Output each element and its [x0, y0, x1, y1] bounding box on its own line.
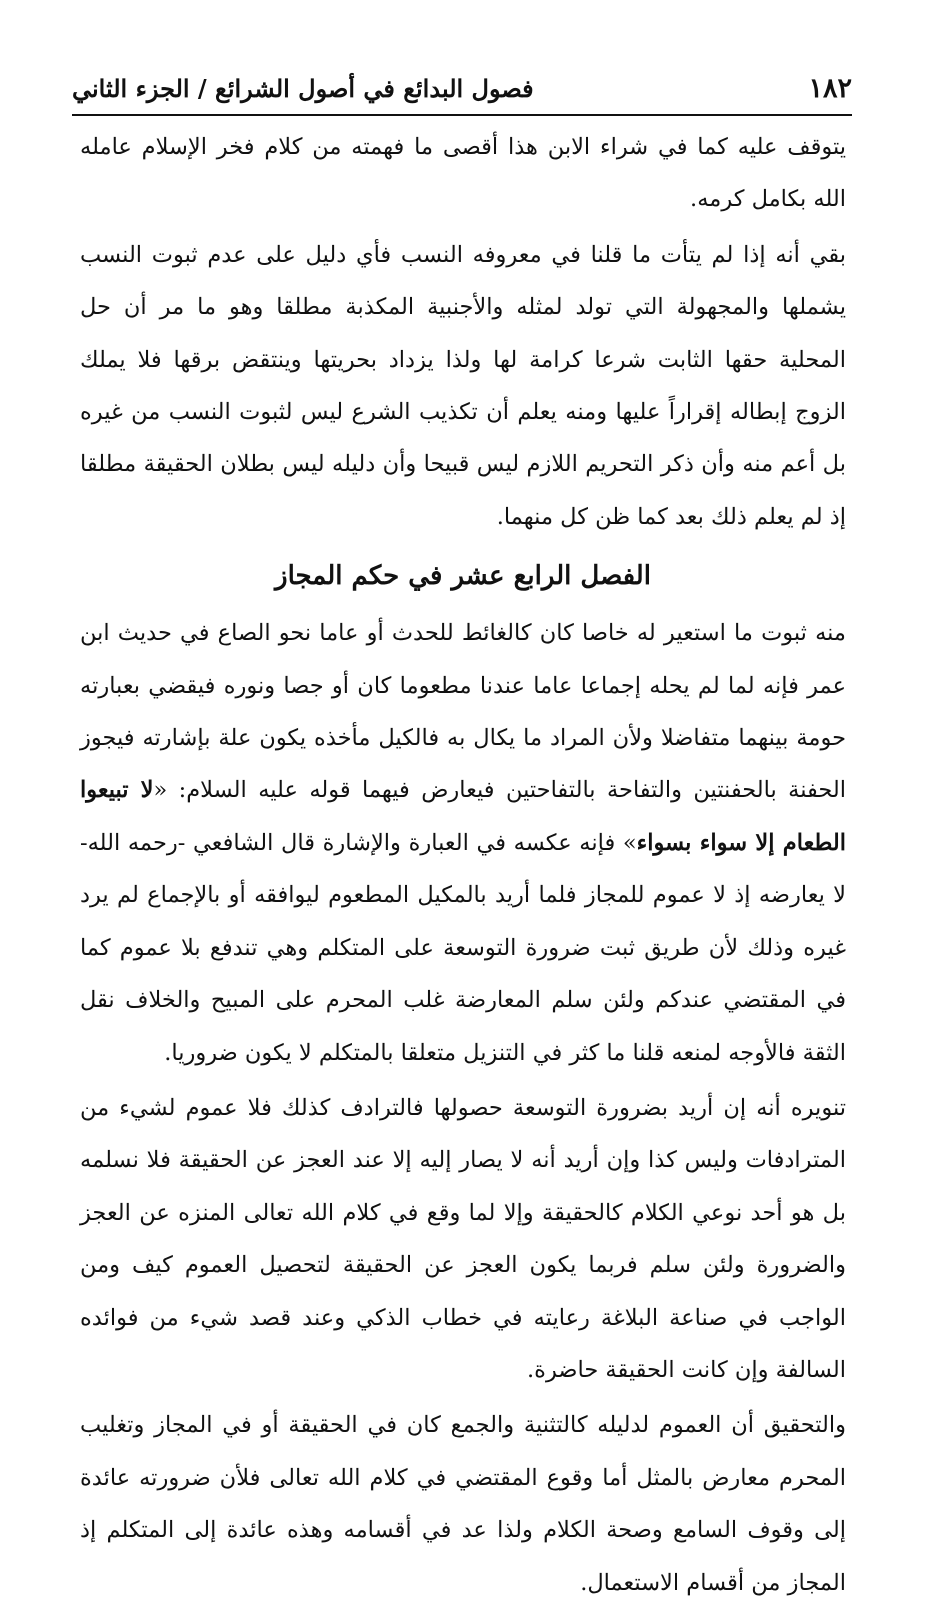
page-number: ١٨٢ [808, 72, 852, 104]
body-text [80, 121, 846, 1609]
paragraph-2: بقي أنه إذا لم يتأت ما قلنا في معروفه النسب فأي دليل على عدم ثبوت النسب يشملها والمجهولة التي تولد لمثله والأجنبية المكذبة مطلقا وهو ما مر أن حل المحلية حقها الثابت شرعا كرامة لها ولذا يزداد بحريتها وينتقض برقها فلا يملك الزوج إبطاله إقراراً عليها ومنه يعلم أن تكذيب الشرع ليس لثبوت النسب من غيره بل أعم منه وأن ذكر التحريم اللازم ليس قبيحا وأن دليله ليس بطلان الحقيقة مطلقا إذ لم يعلم ذلك بعد كما ظن كل منهما. [80, 241, 846, 530]
paragraph-3 [80, 607, 846, 1079]
paragraph-3-end: » فإنه عكسه في العبارة والإشارة قال الشافعي -رحمه الله- لا يعارضه إذ لا عموم للمجاز فلما أريد بالمكيل المطعوم ليوافقه أو بالإجماع لم يرد غيره وذلك لأن طريق ثبت ضرورة التوسعة على المتكلم وهي تندفع بلا عموم كما في المقتضي عندكم ولئن سلم المعارضة غلب المحرم على المبيح والخلاف نقل الثقة فالأوجه لمنعه قلنا ما كثر في التنزيل متعلقا بالمتكلم لا يكون ضروريا. [80, 829, 846, 1066]
paragraph-5: والتحقيق أن العموم لدليله كالتثنية والجمع كان في الحقيقة أو في المجاز وتغليب المحرم معارض بالمثل أما وقوع المقتضي في كلام الله تعالى فلأن ضرورته عائدة إلى وقوف السامع وصحة الكلام ولذا عد في أقسامه وهذه عائدة إلى المتكلم إذ المجاز من أقسام الاستعمال. [80, 1412, 846, 1596]
running-title: فصول البدائع في أصول الشرائع / الجزء الثاني [72, 73, 534, 103]
paragraph-1: يتوقف عليه كما في شراء الابن هذا أقصى ما فهمته من كلام فخر الإسلام عامله الله بكامل كرمه. [80, 134, 846, 213]
hadith-quote: لا تبيعوا الطعام إلا سواء بسواء [80, 777, 846, 856]
paragraph-3-start: منه ثبوت ما استعير له خاصا كان كالغائط للحدث أو عاما نحو الصاع في حديث ابن عمر فإنه لما لم يحله إجماعا عاما عندنا مطعوما كان أو جصا ونوره فيقضي بعبارته حومة بينهما متفاضلا ولأن المراد ما يكال به فالكيل مأخذه يكون علة بإشارته فيجوز الحفنة بالحفنتين والتفاحة بالتفاحتين فيعارض فيهما قوله عليه السلام: « [80, 620, 846, 804]
section-heading: الفصل الرابع عشر في حكم المجاز [275, 561, 651, 592]
paragraph-4: تنويره أنه إن أريد بضرورة التوسعة حصولها فالترادف كذلك فلا عموم لشيء من المترادفات وليس كذا وإن أريد أنه لا يصار إليه إلا عند العجز عن الحقيقة فلا نسلمه بل هو أحد نوعي الكلام كالحقيقة وإلا لما وقع في كلام الله تعالى المنزه عن العجز والضرورة ولئن سلم فربما يكون العجز عن الحقيقة لتحصيل العموم كيف ومن الواجب في صناعة البلاغة رعايته في خطاب الذكي وعند قصد شيء من فوائده السالفة وإن كانت الحقيقة حاضرة. [80, 1094, 846, 1383]
page-header [72, 62, 852, 116]
